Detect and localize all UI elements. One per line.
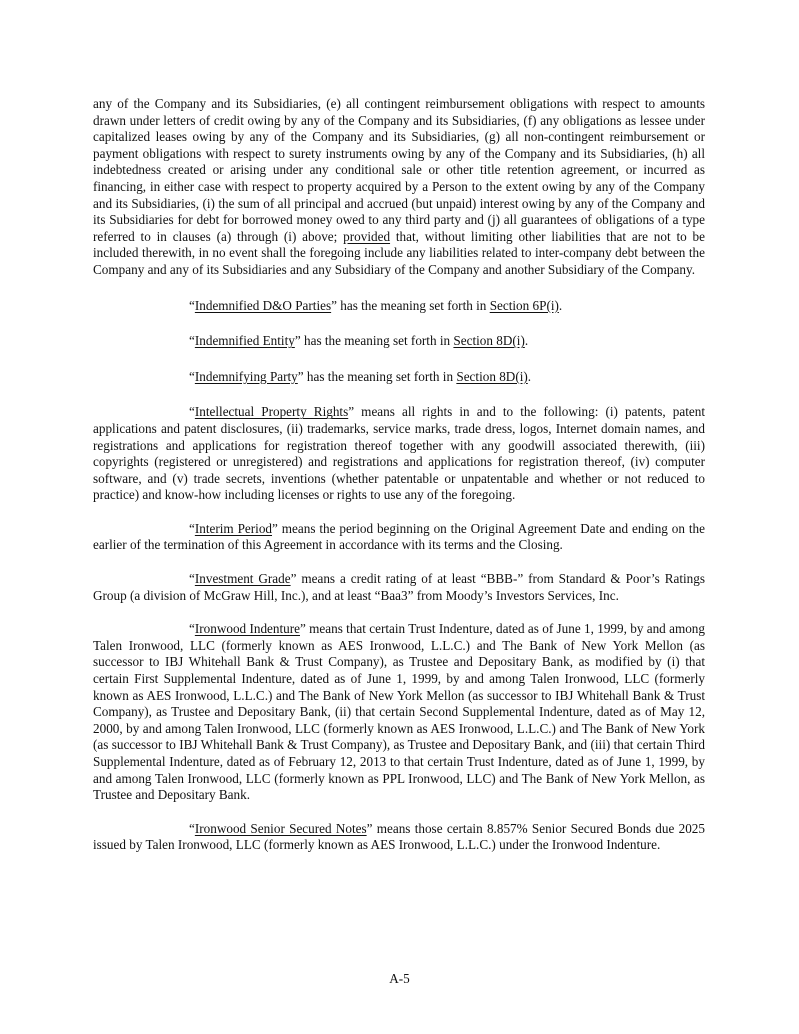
- defined-term: Ironwood Indenture: [194, 621, 300, 637]
- definition-ironwood-indenture: “Ironwood Indenture” means that certain Trust Indenture, dated as of June 1, 1999, by and among Talen Ironwood, LLC (formerly known as AES Ironwood, L.L.C.) and The Bank of New York Mellon (as successor to IBJ Whitehall Bank & Trust Company), as Trustee and Depositary Bank, as modified by (i) that certain First Supplemental Indenture, dated as of June 1, 1999, by and among Talen Ironwood, LLC (formerly known as AES Ironwood, L.L.C.) and The Bank of New York Mellon (as successor to IBJ Whitehall Bank & Trust Company), as Trustee and Depositary Bank, (ii) that certain Second Supplemental Indenture, dated as of May 12, 2000, by and among Talen Ironwood, LLC (formerly known as AES Ironwood, L.L.C.) and The Bank of New York (as successor to IBJ Whitehall Bank & Trust Company), as Trustee and Depositary Bank, and (iii) that certain Third Supplemental Indenture, dated as of February 12, 2013 to that certain Trust Indenture, dated as of June 1, 1999, by and among Talen Ironwood, LLC (formerly known as PPL Ironwood, LLC) and The Bank of New York Mellon, as Trustee and Depositary Bank.: [93, 621, 705, 803]
- definition-investment-grade: “Investment Grade” means a credit rating of at least “BBB-” from Standard & Poor’s Ratings Group (a division of McGraw Hill, Inc.), and at least “Baa3” from Moody’s Investors Services, Inc.: [93, 571, 705, 603]
- definition-ironwood-senior-secured-notes: “Ironwood Senior Secured Notes” means those certain 8.857% Senior Secured Bonds due 2025 issued by Talen Ironwood, LLC (formerly known as AES Ironwood, L.L.C.) under the Ironwood Indenture.: [93, 820, 705, 853]
- defined-term: Investment Grade: [194, 571, 291, 587]
- provided-term: provided: [343, 228, 391, 244]
- section-reference: Section 8D(i): [453, 333, 525, 349]
- document-body: [93, 96, 705, 871]
- defined-term: Interim Period: [194, 520, 273, 536]
- section-reference: Section 8D(i): [456, 368, 528, 384]
- defined-term: Indemnified D&O Parties: [194, 297, 332, 313]
- definition-intellectual-property-rights: “Intellectual Property Rights” means all rights in and to the following: (i) patents, patent applications and patent disclosures, (ii) trademarks, service marks, trade dress, logos, Internet domain names, and registrations and applications for registration thereof together with any goodwill associated therewith, (iii) copyrights (registered or unregistered) and registrations and applications for registration thereof, (iv) computer software, and (v) trade secrets, inventions (whether patentable or unpatentable and whether or not reduced to practice) and know-how including licenses or rights to use any of the foregoing.: [93, 404, 706, 503]
- defined-term: Indemnifying Party: [194, 368, 298, 384]
- defined-term: Ironwood Senior Secured Notes: [194, 820, 367, 836]
- definition-indemnified-do-parties: “Indemnified D&O Parties” has the meaning set forth in Section 6P(i).: [189, 297, 563, 313]
- definition-indemnified-entity: “Indemnified Entity” has the meaning set forth in Section 8D(i).: [189, 333, 529, 349]
- definition-interim-period: “Interim Period” means the period beginning on the Original Agreement Date and ending on the earlier of the termination of this Agreement in accordance with its terms and the Closing.: [93, 520, 705, 553]
- defined-term: Indemnified Entity: [194, 333, 295, 349]
- section-reference: Section 6P(i): [489, 297, 559, 313]
- definition-indemnifying-party: “Indemnifying Party” has the meaning set forth in Section 8D(i).: [189, 368, 532, 384]
- defined-term: Intellectual Property Rights: [194, 404, 349, 420]
- debt-definition-continuation: any of the Company and its Subsidiaries, (e) all contingent reimbursement obligations with respect to amounts drawn under letters of credit owing by any of the Company and its Subsidiaries, (f) any obligations as lessee under capitalized leases owing by any of the Company and its Subsidiaries, (g) all non-contingent reimbursement or payment obligations with respect to surety instruments owing by any of the Company and its Subsidiaries, (h) all indebtedness created or arising under any conditional sale or other title retention agreement, or incurred as financing, in either case with respect to property acquired by a Person to the extent owing by any of the Company and its Subsidiaries, (i) the sum of all principal and accrued (but unpaid) interest owing by any of the Company and its Subsidiaries for debt for borrowed money owed to any third party and (j) all guarantees of obligations of a type referred to in clauses (a) through (i) above; provided that, without limiting other liabilities that are not to be included therewith, in no event shall the foregoing include any liabilities related to inter-company debt between the Company and any of its Subsidiaries and any Subsidiary of the Company and another Subsidiary of the Company.: [93, 96, 705, 277]
- page-number: A-5: [389, 971, 410, 986]
